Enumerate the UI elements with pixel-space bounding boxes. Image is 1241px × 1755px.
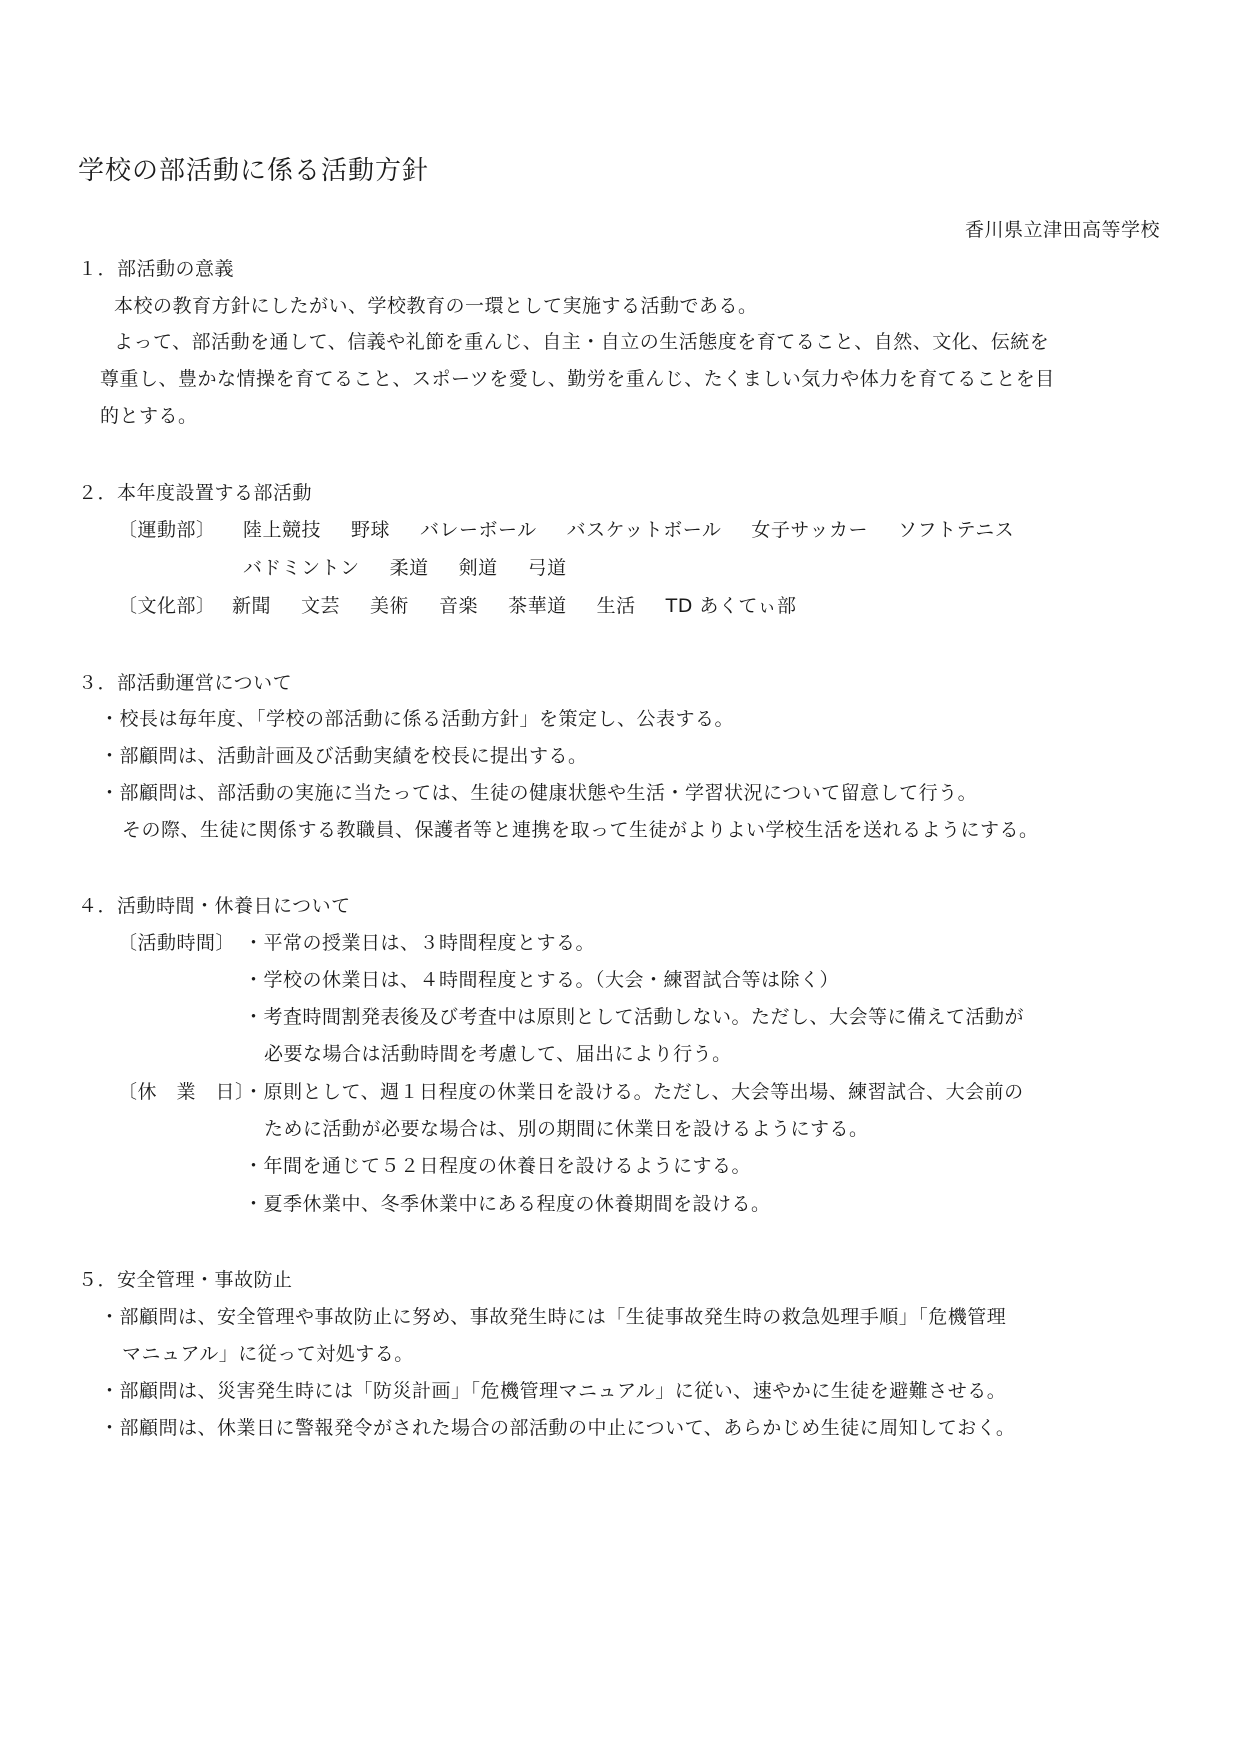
club-item: 文芸 [301,595,341,617]
section-1-heading: １．部活動の意義 [78,258,235,280]
club-item: 陸上競技 [243,519,322,541]
rest-day-item-1-continued: ために活動が必要な場合は、別の期間に休業日を設けるようにする。 [264,1118,869,1140]
activity-time-label: 〔活動時間〕 [118,932,236,954]
sports-clubs-row-2 [243,556,567,580]
section-5-bullet-1: ・部顧問は、安全管理や事故防止に努め、事故発生時には「生徒事故発生時の救急処理手順」「危機管理 [100,1306,1007,1328]
club-item: 美術 [370,595,410,617]
section-5-bullet-1-continued: マニュアル」に従って対処する。 [122,1343,414,1365]
section-5-bullet-2: ・部顧問は、災害発生時には「防災計画」「危機管理マニュアル」に従い、速やかに生徒を避難させる。 [100,1380,1007,1402]
section-5-heading: ５．安全管理・事故防止 [78,1269,293,1291]
club-item: 野球 [351,519,391,541]
sports-clubs-row-1 [243,518,1014,542]
club-item: 柔道 [389,557,429,579]
section-3-bullet-1: ・校長は毎年度、「学校の部活動に係る活動方針」を策定し、公表する。 [100,708,735,730]
rest-day-item-3: ・夏季休業中、冬季休業中にある程度の休養期間を設ける。 [244,1193,771,1215]
section-4-heading: ４．活動時間・休養日について [78,895,351,917]
club-item: 音楽 [439,595,479,617]
club-item: 弓道 [527,557,567,579]
section-3-heading: ３．部活動運営について [78,672,293,694]
club-item: TD あくてぃ部 [665,595,797,617]
club-item: 茶華道 [508,595,567,617]
section-1-paragraph-2-line-2: 尊重し、豊かな情操を育てること、スポーツを愛し、勤労を重んじ、たくましい気力や体力を育てることを目 [100,368,1055,390]
rest-day-label: 〔休 業 日〕 [118,1081,255,1103]
section-3-bullet-3-continued: その際、生徒に関係する教職員、保護者等と連携を取って生徒がよりよい学校生活を送れるようにする。 [122,819,1039,841]
activity-time-item-1: ・平常の授業日は、３時間程度とする。 [244,932,596,954]
rest-day-item-2: ・年間を通じて５２日程度の休養日を設けるようにする。 [244,1155,752,1177]
activity-time-item-3-continued: 必要な場合は活動時間を考慮して、届出により行う。 [264,1043,732,1065]
club-item: 生活 [596,595,636,617]
club-item: 女子サッカー [751,519,868,541]
activity-time-item-2: ・学校の休業日は、４時間程度とする。（大会・練習試合等は除く） [244,969,840,991]
culture-clubs-label: 〔文化部〕 [118,595,216,617]
rest-day-item-1: ・原則として、週１日程度の休業日を設ける。ただし、大会等出場、練習試合、大会前の [244,1081,1024,1103]
club-item: バスケットボール [566,519,722,541]
club-item: バドミントン [243,557,360,579]
section-1-paragraph-1: 本校の教育方針にしたがい、学校教育の一環として実施する活動である。 [114,295,758,317]
club-item: 新聞 [232,595,272,617]
activity-time-item-3: ・考査時間割発表後及び考査中は原則として活動しない。ただし、大会等に備えて活動が [244,1006,1025,1028]
section-3-bullet-3: ・部顧問は、部活動の実施に当たっては、生徒の健康状態や生活・学習状況について留意して行う。 [100,782,978,804]
culture-clubs-row [232,594,797,618]
section-5-bullet-3: ・部顧問は、休業日に警報発令がされた場合の部活動の中止について、あらかじめ生徒に周知しておく。 [100,1417,1016,1439]
document-title: 学校の部活動に係る活動方針 [78,156,430,186]
section-2-heading: ２．本年度設置する部活動 [78,482,313,504]
section-1-paragraph-2-line-3: 的とする。 [100,405,198,427]
club-item: バレーボール [420,519,537,541]
club-item: ソフトテニス [897,519,1015,541]
school-name: 香川県立津田高等学校 [964,219,1160,241]
club-item: 剣道 [458,557,498,579]
sports-clubs-label: 〔運動部〕 [118,519,216,541]
section-3-bullet-2: ・部顧問は、活動計画及び活動実績を校長に提出する。 [100,745,588,767]
section-1-paragraph-2-line-1: よって、部活動を通して、信義や礼節を重んじ、自主・自立の生活態度を育てること、自然、文化、伝統を [114,331,1050,353]
